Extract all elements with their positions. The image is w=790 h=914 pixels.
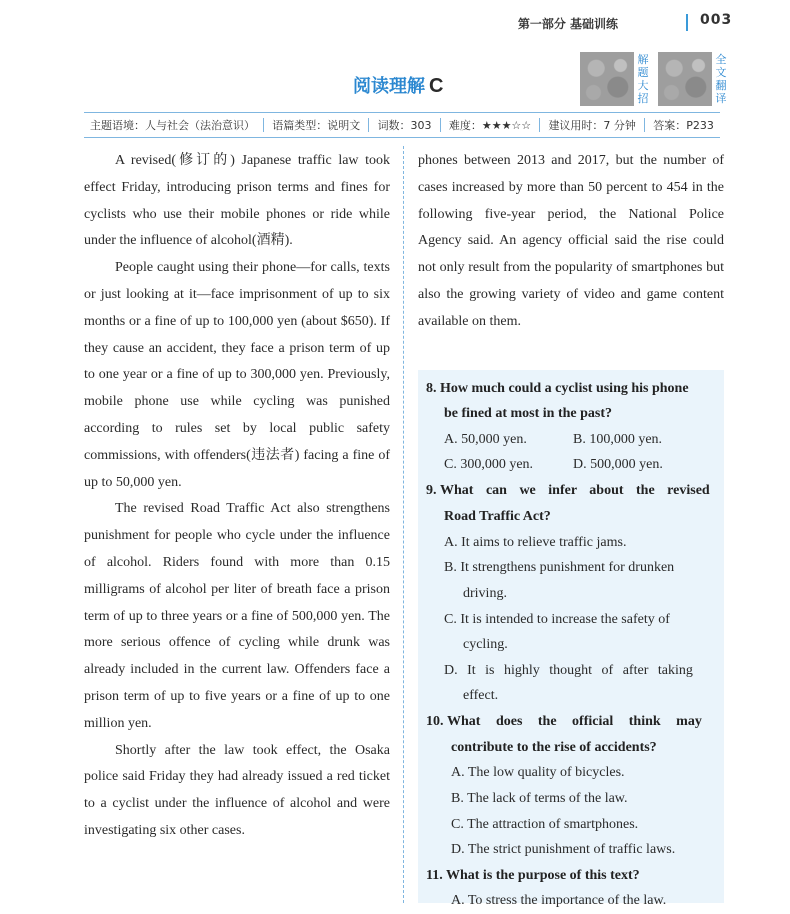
option-9c-cont: cycling. (463, 637, 508, 652)
page-number: 003 (700, 12, 733, 28)
passage-paragraph: People caught using their phone—for calls, texts or just looking at it—face imprisonment of up to six months or a fine of up to 100,000 yen (about $650). If they cause an accident, they face a prison term of up to one year or a fine of up to 300,000 yen. Previously, mobile phone use while cycling was punished according to rules set by local public safety commissions, with offenders(违法者) facing a fine of up to 50,000 yen. (84, 260, 390, 490)
info-separator (440, 118, 441, 132)
passage-paragraph: The revised Road Traffic Act also strengthens punishment for people who cycle under the influence of alcohol. Riders found with more than 0.15 milligrams of alcohol per liter of breath face a prison term of up to three years or a fine of 500,000 yen. The more serious offence of cycling while drunk was already included in the current law. Offenders face a prison term of up to five years or a fine of up to one million yen. (84, 501, 390, 731)
option-8c[interactable]: C. 300,000 yen. (444, 457, 534, 472)
qr-label-translation: 全 文 翻 译 (715, 53, 727, 105)
question-10: 10. What does the official think may (426, 714, 702, 729)
answer-page: 答案：P233 (653, 119, 714, 132)
question-9-cont: Road Traffic Act? (444, 509, 551, 524)
column-divider (403, 146, 404, 903)
question-9: 9. What can we infer about the revised (426, 483, 710, 498)
option-8a[interactable]: A. 50,000 yen. (444, 432, 527, 447)
option-9a[interactable]: A. It aims to relieve traffic jams. (444, 535, 627, 550)
word-count: 词数：303 (377, 119, 432, 132)
info-separator (644, 118, 645, 132)
suggested-time: 建议用时：7 分钟 (548, 119, 636, 132)
text-type: 语篇类型：说明文 (272, 119, 361, 132)
question-8: 8. How much could a cyclist using his phone (426, 381, 689, 396)
exercise-title (353, 72, 443, 98)
passage-paragraph: phones between 2013 and 2017, but the number of cases increased by more than 50 percent to 454 in the following five-year period, the National Police Agency said. An agency official said the rise could not only result from the popularity of smartphones but also the growing variety of video and game content available on them. (418, 153, 724, 329)
option-9d-cont: effect. (463, 688, 499, 703)
difficulty-rating: 难度：★★★☆☆ (448, 119, 532, 132)
passage-left-column (84, 148, 390, 845)
passage-paragraph: A revised(修订的) Japanese traffic law took effect Friday, introducing prison terms and fines for cyclists who use their mobile phones or ride while under the influence of alcohol(酒精). (84, 153, 390, 249)
option-9b[interactable]: B. It strengthens punishment for drunken (444, 560, 675, 575)
option-10b[interactable]: B. The lack of terms of the law. (451, 791, 628, 806)
info-separator (539, 118, 540, 132)
qr-label-solution: 解 题 大 招 (637, 53, 649, 105)
option-8d[interactable]: D. 500,000 yen. (573, 457, 663, 472)
info-separator (368, 118, 369, 132)
theme-context: 主题语境：人与社会（法治意识） (90, 119, 255, 132)
question-11: 11. What is the purpose of this text? (426, 868, 640, 883)
section-title: 第一部分 基础训练 (517, 17, 618, 31)
title-chinese: 阅读理解 (353, 76, 425, 97)
question-10-cont: contribute to the rise of accidents? (451, 740, 657, 755)
option-10a[interactable]: A. The low quality of bicycles. (451, 765, 625, 780)
passage-paragraph: Shortly after the law took effect, the Osaka police said Friday they had already issued a red ticket to a cyclist under the influence of alcohol and were investigating six other cases. (84, 742, 390, 838)
header-divider (686, 14, 688, 31)
option-9b-cont: driving. (463, 586, 507, 601)
qr-code-solution[interactable] (580, 52, 634, 106)
option-9d[interactable]: D. It is highly thought of after taking (444, 663, 693, 678)
qr-code-translation[interactable] (658, 52, 712, 106)
option-10d[interactable]: D. The strict punishment of traffic laws. (451, 842, 676, 857)
info-separator (263, 118, 264, 132)
option-10c[interactable]: C. The attraction of smartphones. (451, 817, 639, 832)
title-letter: C (429, 75, 444, 97)
option-9c[interactable]: C. It is intended to increase the safety of (444, 612, 670, 627)
passage-right-column (418, 148, 724, 336)
option-11a[interactable]: A. To stress the importance of the law. (451, 893, 667, 908)
info-bar (84, 112, 720, 138)
option-8b[interactable]: B. 100,000 yen. (573, 432, 663, 447)
question-8-cont: be fined at most in the past? (444, 406, 613, 421)
